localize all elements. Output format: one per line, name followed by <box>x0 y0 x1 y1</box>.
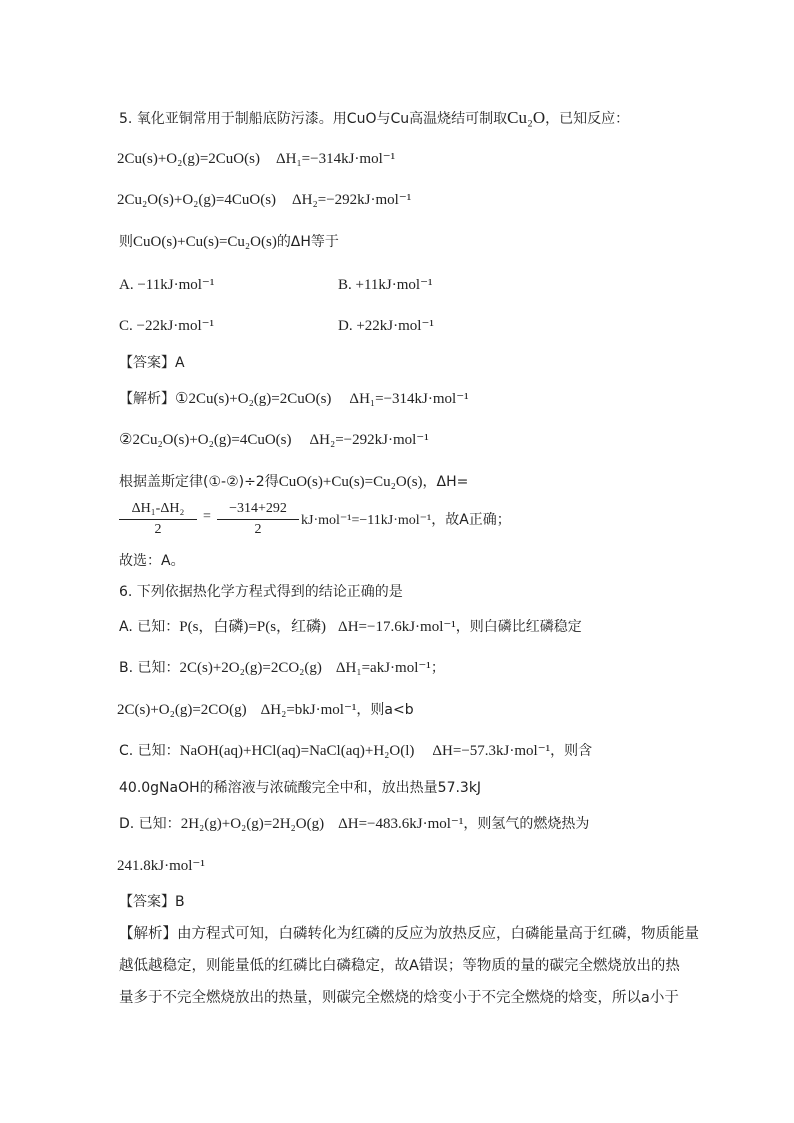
q6-analysis-line2: 越低越稳定，则能量低的红磷比白磷稳定，故A错误；等物质的量的碳完全燃烧放出的热 <box>119 958 680 974</box>
fraction-conclusion: ，故A正确； <box>431 512 511 528</box>
fraction-1 <box>119 500 197 540</box>
q6-option-b <box>119 658 445 678</box>
q6-option-c-line2: 40.0gNaOH的稀溶液与浓硫酸完全中和，放出热量57.3kJ <box>119 780 482 796</box>
q6-analysis-line1: 【解析】由方程式可知，白磷转化为红磷的反应为放热反应，白磷能量高于红磷，物质能量 <box>119 926 699 942</box>
q6-option-d-line2: 241.8kJ·mol⁻¹ <box>117 858 205 874</box>
q5-question <box>119 232 339 252</box>
q6-b-semi: ； <box>430 660 445 676</box>
q6-c-pre: C. 已知： <box>119 743 180 759</box>
q6-d-dh: ΔH=−483.6kJ·mol⁻¹ <box>338 816 464 832</box>
q5-hess-line <box>119 472 468 492</box>
q6-d-eq: 2H₂(g)+O₂(g)=2H₂O(g) <box>180 816 325 832</box>
q5-eq1: 2Cu(s)+O₂(g)=2CuO(s) <box>117 151 260 167</box>
q5-stem-post: ，已知反应： <box>545 111 630 127</box>
q6-a-dh: ΔH=−17.6kJ·mol⁻¹ <box>338 619 456 635</box>
q5-analysis-label: 【解析】 <box>119 391 175 407</box>
q5-option-b: B. +11kJ·mol⁻¹ <box>338 277 433 293</box>
q6-a-eq: P(s，白磷)=P(s，红磷) <box>179 619 327 635</box>
fraction-tail <box>301 509 511 529</box>
q5-eq2-line <box>117 190 411 210</box>
q5-stem-formula: Cu₂O <box>507 108 546 127</box>
q5-stem <box>119 108 629 129</box>
q6-c-eq: NaOH(aq)+HCl(aq)=NaCl(aq)+H₂O(l) <box>179 743 415 759</box>
q5-ask-eq: CuO(s)+Cu(s)=Cu₂O(s) <box>133 234 277 250</box>
q5-hess-eq: CuO(s)+Cu(s)=Cu₂O(s) <box>278 474 423 490</box>
q6-c-post: ，则含 <box>550 743 593 759</box>
q5-option-d: D. +22kJ·mol⁻¹ <box>338 318 434 334</box>
q6-option-a <box>119 617 582 637</box>
q6-analysis-line3: 量多于不完全燃烧放出的热量，则碳完全燃烧的焓变小于不完全燃烧的焓变，所以a小于 <box>119 990 679 1006</box>
q5-hess-post: ，ΔH= <box>422 474 469 490</box>
q5-dh1: ΔH₁=−314kJ·mol⁻¹ <box>275 151 396 167</box>
q6-b-dh2: ΔH₂=bkJ·mol⁻¹ <box>260 702 357 718</box>
q6-b-post: ，则a<b <box>356 702 414 718</box>
q5-option-a: A. −11kJ·mol⁻¹ <box>119 277 215 293</box>
q5-analysis-eq1-line <box>119 389 469 409</box>
fraction-2 <box>217 500 299 540</box>
q5-analysis-eq1: ①2Cu(s)+O₂(g)=2CuO(s) <box>175 391 332 407</box>
q5-choose: 故选：A。 <box>119 553 185 569</box>
q5-analysis-dh1: ΔH₁=−314kJ·mol⁻¹ <box>349 391 469 407</box>
q6-b-eq: 2C(s)+2O₂(g)=2CO₂(g) <box>179 660 322 676</box>
q6-d-pre: D. 已知： <box>119 816 181 832</box>
q5-dh2: ΔH₂=−292kJ·mol⁻¹ <box>292 192 412 208</box>
q5-hess-pre: 根据盖斯定律(①-②)÷2得 <box>119 474 279 490</box>
q5-option-c: C. −22kJ·mol⁻¹ <box>119 318 215 334</box>
q6-option-c <box>119 741 592 761</box>
q6-c-dh: ΔH=−57.3kJ·mol⁻¹ <box>432 743 551 759</box>
q6-a-pre: A. 已知： <box>119 619 180 635</box>
q6-d-post: ，则氢气的燃烧热为 <box>463 816 590 832</box>
q5-stem-text: 5. 氧化亚铜常用于制船底防污漆。用CuO与Cu高温烧结可制取 <box>119 111 508 127</box>
q5-analysis-eq2-line <box>119 430 429 450</box>
equals-sign: = <box>203 509 211 524</box>
q5-analysis-eq2: ②2Cu₂O(s)+O₂(g)=4CuO(s) <box>119 432 292 448</box>
q6-a-post: ，则白磷比红磷稳定 <box>455 619 582 635</box>
fraction-2-denominator: 2 <box>254 522 262 537</box>
q6-b-dh: ΔH₁=akJ·mol⁻¹ <box>335 660 431 676</box>
q6-option-d <box>119 814 589 834</box>
q5-ask-post: 的ΔH等于 <box>276 234 339 250</box>
q5-eq2: 2Cu₂O(s)+O₂(g)=4CuO(s) <box>117 192 277 208</box>
q5-analysis-dh2: ΔH₂=−292kJ·mol⁻¹ <box>309 432 429 448</box>
q6-b-pre: B. 已知： <box>119 660 180 676</box>
q5-eq1-line <box>117 149 395 169</box>
q6-option-b-line2 <box>117 700 414 720</box>
fraction-1-denominator: 2 <box>154 522 162 537</box>
q6-b-eq2: 2C(s)+O₂(g)=2CO(g) <box>117 702 247 718</box>
q5-ask-pre: 则 <box>119 234 133 250</box>
q6-stem: 6. 下列依据热化学方程式得到的结论正确的是 <box>119 584 403 600</box>
q5-answer: 【答案】A <box>119 355 185 371</box>
fraction-1-numerator: ΔH₁-ΔH₂ <box>119 500 197 520</box>
fraction-result: kJ·mol⁻¹=−11kJ·mol⁻¹ <box>301 513 432 528</box>
fraction-2-numerator: −314+292 <box>217 500 299 520</box>
q6-answer: 【答案】B <box>119 894 185 910</box>
